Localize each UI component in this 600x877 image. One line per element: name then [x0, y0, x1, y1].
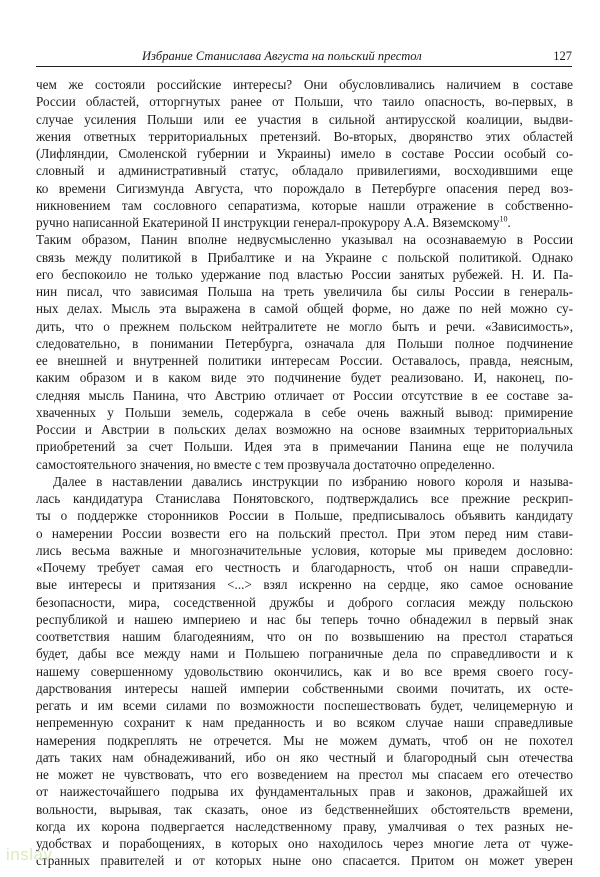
text-line [36, 697, 573, 714]
text-line [36, 783, 573, 800]
paragraph-1 [36, 76, 573, 473]
text-line [36, 611, 573, 628]
text-line [36, 525, 573, 542]
line-text: каким образом и в каком виде это подчинение будет реализовано. И, наконец, по- [36, 370, 573, 386]
line-text: Далее в наставлении давались инструкции по избранию нового короля и называ- [53, 473, 573, 489]
text-line [36, 352, 573, 369]
text-line [36, 490, 573, 507]
line-text: вольности, вырывая, так сказать, оное из бедственнейших обстоятельств времени, [36, 801, 573, 817]
line-text: соответствия нашим благодеяниям, что он по возвышению на престол стараться [36, 629, 573, 644]
line-text: (Лифляндии, Смоленской губернии и Украины) имело в составе России особый со- [36, 146, 573, 161]
text-line [36, 387, 573, 404]
line-text: лась кандидатура Станислава Понятовского, подтверждались все прежние рескрип- [36, 491, 573, 506]
line-text: непременную сохранит к нам преданность и во всяком случае наши справедливые [36, 715, 573, 731]
line-text: связь между политикой в Прибалтике и на Украине с польской политикой. Однако [36, 249, 573, 265]
line-text: России областей, отторгнутых ранее от Польши, что таило опасность, во-первых, в [36, 94, 573, 110]
line-text: никновением там сословного сепаратизма, которые нашли отражение в собственно- [36, 197, 573, 213]
text-line [36, 663, 573, 680]
line-text: намерения подкреплять не отречется. Мы не можем думать, чтоб он не похотел [36, 732, 573, 748]
text-line [36, 835, 573, 852]
text-line [36, 128, 573, 145]
text-line [36, 507, 573, 524]
line-text: нин писал, что зависимая Польша на треть увеличила бы силы России в генераль- [36, 284, 573, 299]
line-text: дарствования интересы нашей империи собственными своими почитать, их осте- [36, 680, 573, 696]
watermark-logo: inslav [6, 845, 53, 864]
text-line [36, 594, 573, 611]
line-text: не может не чувствовать, что его возведением на престол мы спасаем его отечество [36, 767, 573, 782]
text-line [36, 714, 573, 731]
line-text: регать и им всеми силами по возможности поспешествовать будет, челицемерную и [36, 698, 573, 713]
text-line [36, 421, 573, 438]
line-text: ручно написанной Екатериной II инструкции генерал-прокурору А.А. Вяземскому [36, 215, 500, 230]
text-line [36, 249, 573, 266]
line-text: Таким образом, Панин вполне недвусмысленно указывал на осознаваемую в России [36, 232, 573, 248]
text-line [36, 76, 573, 93]
line-text: дить, что о прежнем польском нейтралитете не могло быть и речи. «Зависимость», [36, 318, 573, 334]
text-line [36, 732, 573, 749]
text-line [36, 645, 573, 662]
text-line [36, 162, 573, 179]
text-line [36, 801, 573, 818]
text-line: ручно написанной Екатериной II инструкции генерал-прокурору А.А. Вяземскому$^{10}$. [36, 214, 511, 230]
line-text: России и Австрии в польских делах возможно на основе взаимных территориальных [36, 422, 573, 437]
line-text: следняя мысль Панина, что Австрию отличает от России отсутствие в ее составе за- [36, 387, 573, 403]
text-line [36, 749, 573, 766]
text-line [36, 542, 573, 559]
text-line [36, 111, 573, 128]
text-line [36, 456, 573, 473]
line-text: удобствах и порабощениях, в которых оно находилось через многие лета от чуже- [36, 836, 573, 851]
text-line [36, 145, 573, 162]
text-line [36, 266, 573, 283]
line-text: следовательно, в понимании Петербурга, означала для Польши полное подчинение [36, 335, 573, 351]
text-line [36, 404, 573, 421]
line-text: республикой и нашею империею и нас бы теперь точно обнадежил в первый знак [36, 611, 573, 627]
text-line [36, 180, 573, 197]
text-line [36, 335, 573, 352]
line-text: от наижесточайшего подрыва их фундаментальных прав и законов, дражайшей их [36, 784, 573, 800]
text-line [36, 318, 573, 335]
text-line [36, 197, 573, 214]
page-number: 127 [553, 49, 572, 63]
line-text: «Почему требует самая его честность и благодарность, чтоб он наши справедли- [36, 560, 573, 575]
text-line [36, 852, 573, 869]
line-text: хваченных у Польши земель, содержала в себе очень важный вывод: примирение [36, 404, 573, 420]
line-text: случае усиления Польши или ее участия в сильной антирусской коалиции, выдви- [36, 111, 573, 127]
running-title: Избрание Станислава Августа на польский престол [142, 49, 422, 63]
running-header [36, 46, 572, 67]
line-text: чем же состояли российские интересы? Они обусловливались наличием в составе [36, 77, 573, 92]
text-line [36, 766, 573, 783]
text-line [36, 628, 573, 645]
text-line [36, 680, 573, 697]
line-text: словный и административный статус, обладало привилегиями, восходившими еще [36, 163, 573, 179]
text-line [36, 369, 573, 386]
text-line [36, 818, 573, 835]
line-text: о намерении России возвести его на польский престол. При этом перед ним стави- [36, 525, 573, 541]
text-line [36, 576, 573, 593]
line-text: лись весьма важные и многозначительные условия, которые мы приведем дословно: [36, 542, 573, 558]
line-text: жения ответных территориальных претензий. Во-вторых, дворянство этих областей [36, 128, 573, 144]
line-text: ко времени Сигизмунда Августа, что порождало в Петербурге опасения перед воз- [36, 180, 573, 196]
line-text: будет, дабы все между нами и Польшею пограничные дела по справедливости и к [36, 646, 573, 662]
text-line [36, 473, 573, 490]
paragraph-2 [36, 473, 573, 870]
line-text: приобретений за счет Польши. Идея эта в примечании Панина еще не получила [36, 439, 573, 455]
line-text: нашему совершенному удовольствию окончились, как и во все время своего госу- [36, 663, 573, 679]
line-text: дать таких нам обнадеживаний, ибо он яко честный и благородный сын отечества [36, 749, 573, 765]
line-text: когда их корона подвергается наследственному праву, умалчивая о тех разных не- [36, 818, 573, 834]
line-text: безопасности, мира, соседственной дружбы и доброго согласия между польскою [36, 594, 573, 610]
line-text: ных делах. Мысль эта выражена в самой общей форме, но даже по ней можно су- [36, 301, 573, 317]
line-text: ее внешней и внутренней политики интересам России. Оставалось, правда, неясным, [36, 353, 573, 368]
page-body [36, 76, 573, 870]
line-text: самостоятельного значения, но вместе с тем прозвучала достаточно определенно. [36, 456, 495, 472]
text-line [36, 231, 573, 248]
line-text: ты о поддержке сторонников России в Польше, предписывалось объявить кандидату [36, 508, 573, 524]
text-line [36, 559, 573, 576]
text-line [36, 283, 573, 300]
text-line [36, 300, 573, 317]
text-line [36, 438, 573, 455]
line-text: его беспокоило не только удержание под властью России занятых рубежей. Н. И. Па- [36, 266, 573, 282]
text-line [36, 93, 573, 110]
footnote-reference[interactable]: 10 [499, 214, 508, 224]
line-text: странных правителей и от которых ныне оно спасается. Притом он может уверен [36, 853, 573, 869]
line-text: вые интересы и притязания <...> взял искренно на сердце, яко самое основание [36, 577, 573, 593]
